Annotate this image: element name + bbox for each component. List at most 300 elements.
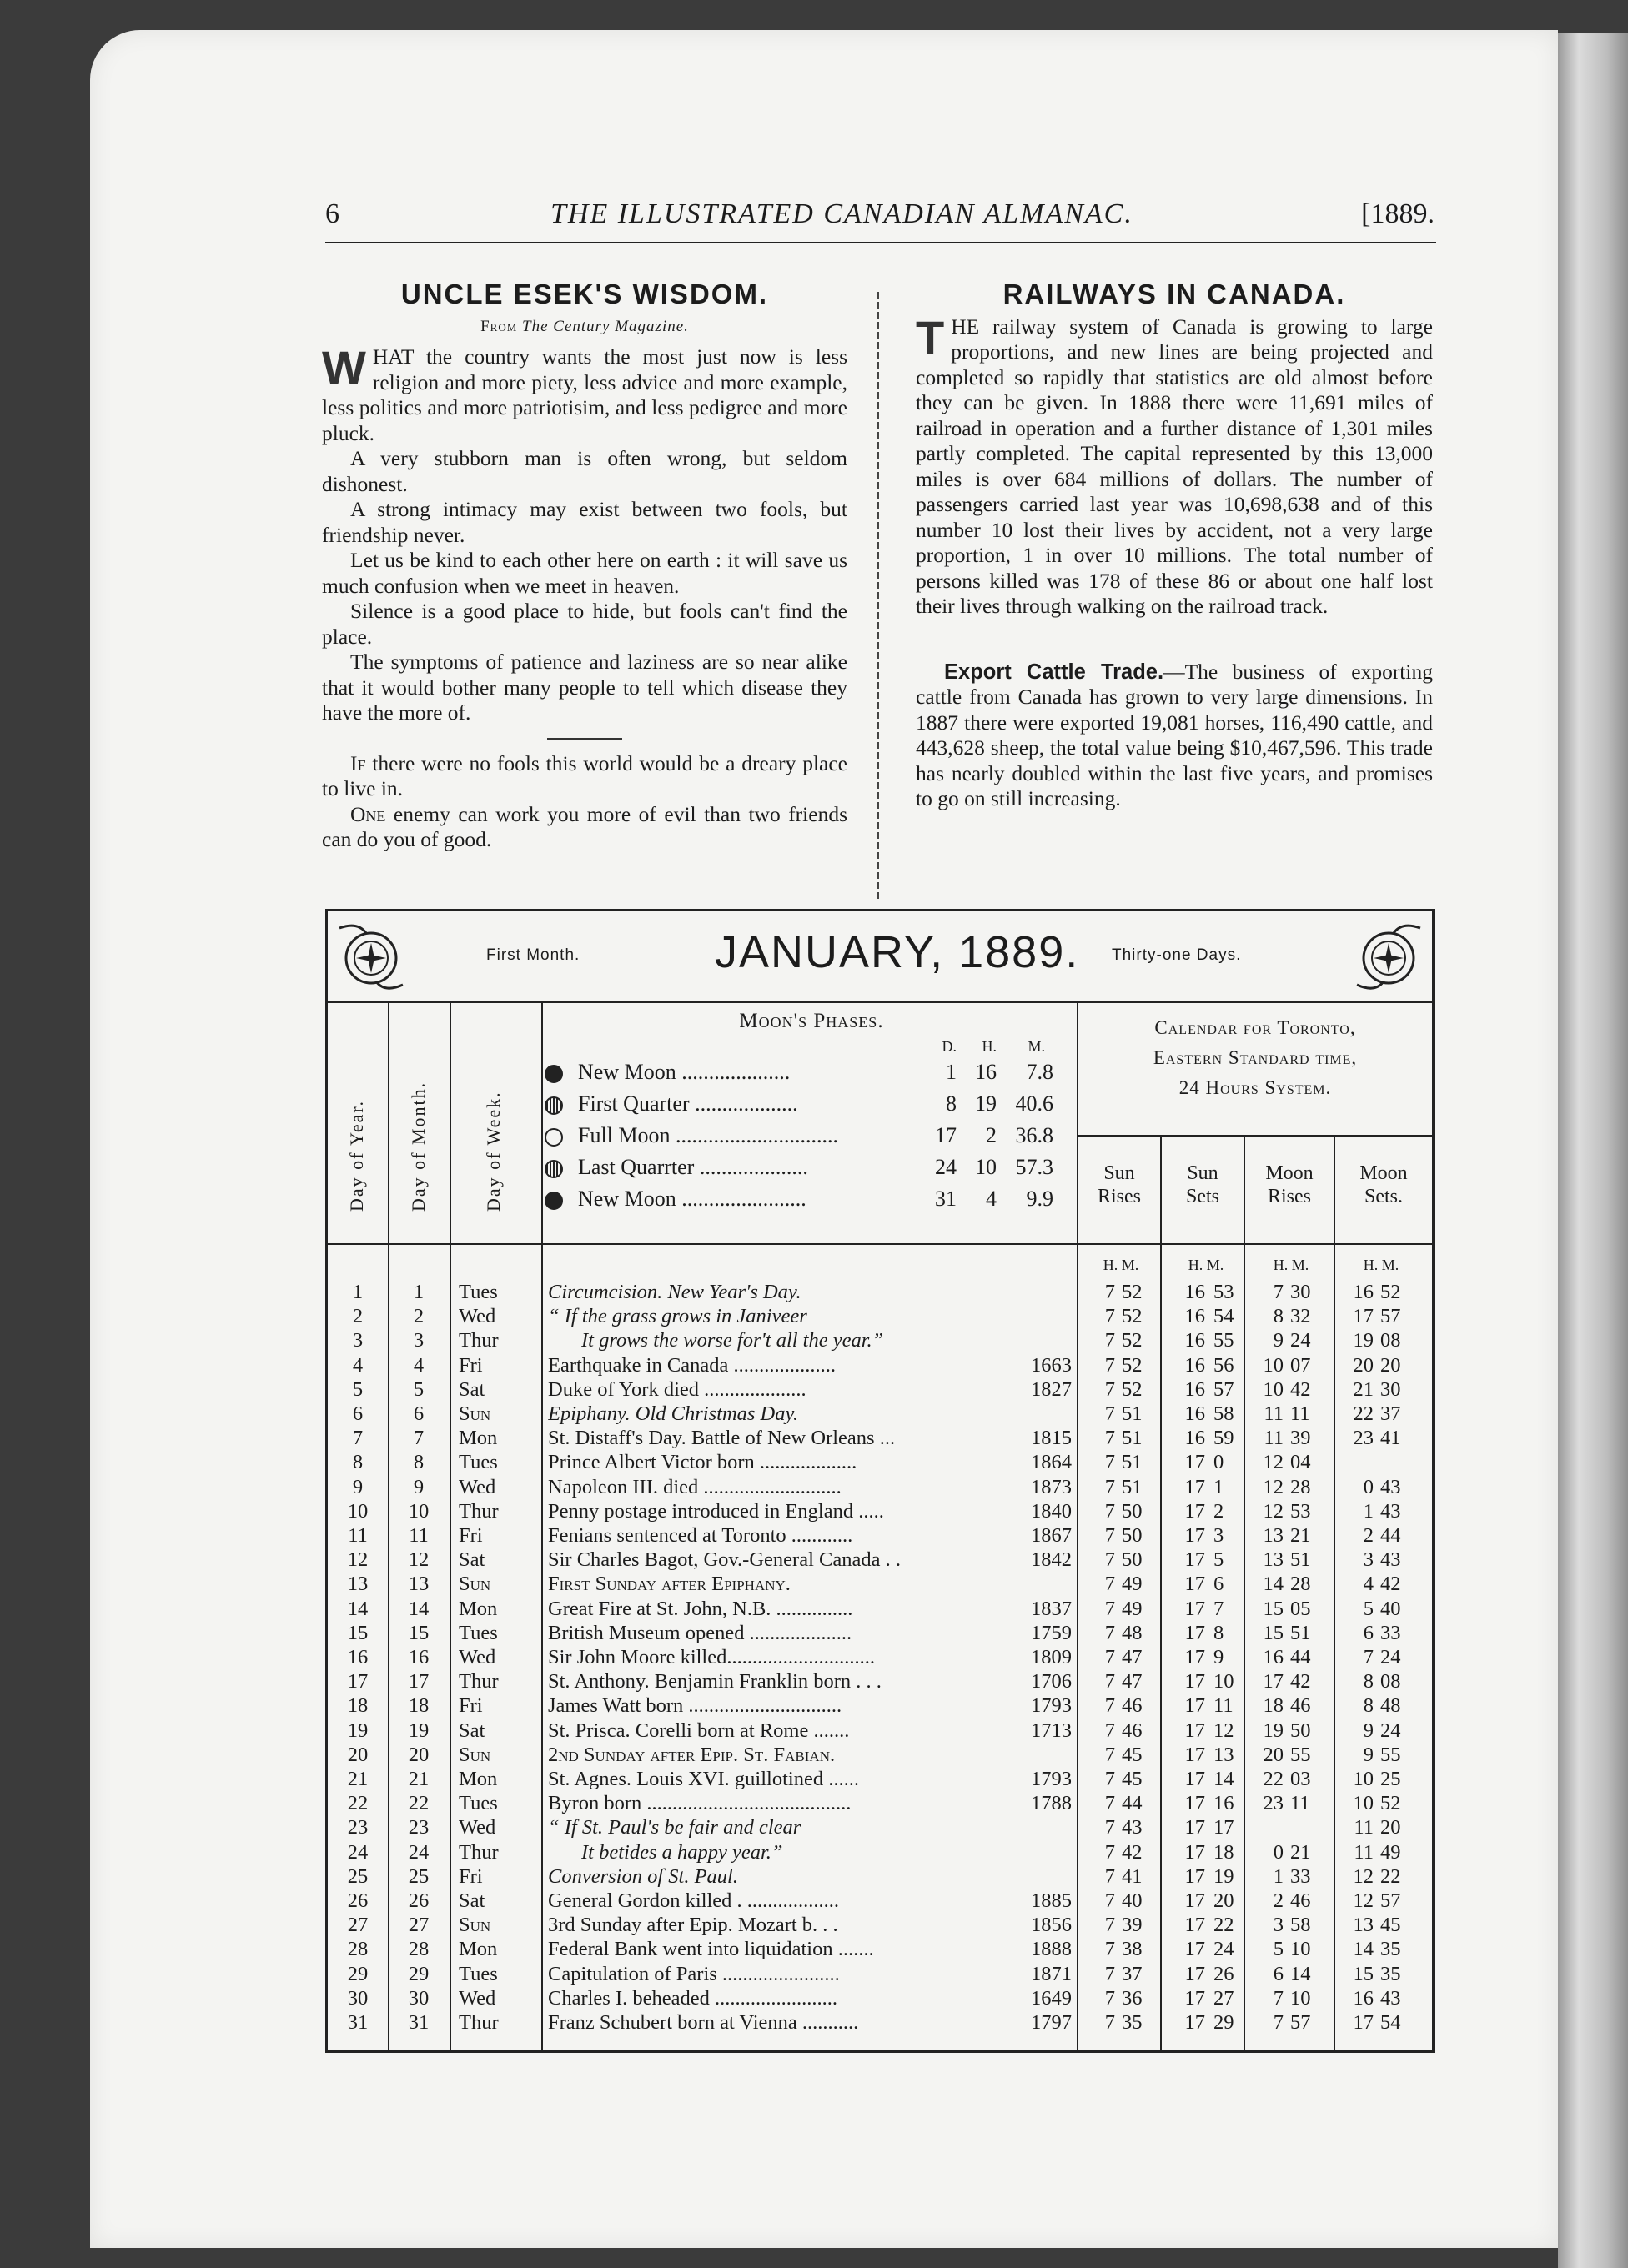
- day-of-year: 6: [352, 1402, 364, 1425]
- moon-sets-hour: 12: [1353, 1864, 1374, 1888]
- day-of-year: 15: [347, 1621, 369, 1644]
- left-paragraph: If there were no fools this world would be a dreary place to live in.: [322, 750, 847, 800]
- left-paragraph: One enemy can work you more of evil than two friends can do you of good.: [322, 801, 848, 851]
- moon-rises-hour: 7: [1273, 1986, 1284, 2010]
- event-year: 1663: [1031, 1353, 1072, 1377]
- moon-rises-minute: 55: [1290, 1743, 1311, 1766]
- sun-sets-minute: 2: [1213, 1499, 1224, 1523]
- day-of-week: Wed: [459, 1986, 496, 2010]
- moon-sets-minute: 20: [1380, 1353, 1401, 1377]
- event-text: Conversion of St. Paul.: [548, 1864, 738, 1888]
- event-text: General Gordon killed . ..................: [548, 1889, 840, 1912]
- moon-sets-hour: 13: [1353, 1914, 1374, 1937]
- sun-sets-hour: 16: [1184, 1329, 1205, 1352]
- left-paragraph: The symptoms of patience and laziness are so near alike that it would bother many people to tell which disease they have the more of.: [322, 650, 847, 725]
- moon-phase-h: 10: [962, 1155, 997, 1180]
- moon-phase-name: New Moon ....................: [578, 1060, 791, 1084]
- table-row: [328, 1962, 1432, 1986]
- day-of-week: Wed: [459, 1816, 496, 1839]
- sun-rises-hour: 7: [1104, 1402, 1115, 1425]
- event-year: 1871: [1031, 1962, 1072, 1985]
- moon-rises-minute: 44: [1290, 1646, 1311, 1668]
- event-year: 1856: [1031, 1914, 1072, 1937]
- day-of-year: 25: [347, 1864, 369, 1888]
- table-row: [328, 1913, 1432, 1937]
- moon-phase-m: 57.3: [1008, 1155, 1053, 1180]
- table-row: [328, 1475, 1432, 1499]
- event-text: Prince Albert Victor born ...................: [548, 1451, 857, 1474]
- day-of-month: 6: [413, 1402, 425, 1425]
- sun-sets-hour: 17: [1184, 1670, 1205, 1693]
- event-text: Great Fire at St. John, N.B. ...............: [548, 1597, 853, 1620]
- sun-rises-minute: 35: [1122, 2011, 1143, 2034]
- sun-rises-minute: 50: [1122, 1524, 1143, 1547]
- day-of-year: 26: [347, 1889, 369, 1912]
- day-of-year: 17: [347, 1670, 369, 1693]
- sun-rises-hour: 7: [1104, 1768, 1115, 1790]
- day-of-week: Thur: [459, 1840, 499, 1864]
- header-moon-rises: Moon Rises: [1265, 1162, 1314, 1207]
- sun-sets-hour: 17: [1184, 1548, 1205, 1572]
- moon-sets-minute: 57: [1380, 1889, 1401, 1912]
- moon-phase-name: Last Quarrter ....................: [578, 1155, 808, 1179]
- event-year: 1864: [1031, 1451, 1072, 1474]
- sun-rises-minute: 52: [1122, 1329, 1143, 1352]
- day-of-week: Tues: [459, 1451, 498, 1474]
- day-of-month: 18: [408, 1694, 430, 1718]
- sun-sets-hour: 17: [1184, 2011, 1205, 2034]
- event-text: St. Prisca. Corelli born at Rome .......: [548, 1719, 850, 1742]
- moon-rises-hour: 9: [1273, 1329, 1284, 1352]
- sun-sets-hour: 17: [1184, 1914, 1205, 1937]
- sun-sets-minute: 14: [1213, 1768, 1234, 1790]
- sun-rises-minute: 46: [1122, 1694, 1143, 1718]
- table-row: [328, 1791, 1432, 1815]
- day-of-week: Tues: [459, 1621, 498, 1644]
- table-row: [328, 1621, 1432, 1645]
- page-title: THE ILLUSTRATED CANADIAN ALMANAC.: [550, 198, 1133, 229]
- sun-rises-hour: 7: [1104, 1719, 1115, 1742]
- sun-sets-hour: 17: [1184, 1621, 1205, 1644]
- moon-sets-hour: 17: [1353, 1305, 1374, 1328]
- moon-sets-minute: 55: [1380, 1743, 1401, 1766]
- moon-phase-row: [545, 1121, 1078, 1153]
- sun-rises-minute: 43: [1122, 1816, 1143, 1839]
- first-month-label: First Month.: [486, 946, 580, 964]
- event-text: Federal Bank went into liquidation .......: [548, 1938, 874, 1961]
- moon-sets-minute: 45: [1380, 1914, 1401, 1937]
- moon-sets-hour: 1: [1363, 1499, 1374, 1523]
- moon-sets-hour: 23: [1353, 1427, 1374, 1450]
- moon-rises-hour: 10: [1263, 1353, 1284, 1377]
- day-of-year: 9: [352, 1475, 364, 1498]
- moon-sets-minute: 48: [1380, 1694, 1401, 1718]
- event-text: “ If the grass grows in Janiveer: [548, 1305, 807, 1328]
- day-of-month: 5: [413, 1377, 425, 1401]
- moon-sets-hour: 9: [1363, 1719, 1374, 1742]
- sun-rises-minute: 48: [1122, 1621, 1143, 1644]
- day-of-week: Sat: [459, 1377, 485, 1401]
- moon-sets-hour: 10: [1353, 1768, 1374, 1790]
- table-row: [328, 1304, 1432, 1328]
- moon-sets-hour: 11: [1354, 1816, 1374, 1839]
- table-row: [328, 1719, 1432, 1743]
- event-year: 1815: [1031, 1427, 1072, 1450]
- moon-rises-minute: 04: [1290, 1451, 1311, 1474]
- moon-rises-hour: 13: [1263, 1524, 1284, 1547]
- moon-phase-name: First Quarter ...................: [578, 1091, 798, 1116]
- day-of-year: 23: [347, 1816, 369, 1839]
- sun-sets-hour: 16: [1184, 1305, 1205, 1328]
- sun-sets-minute: 56: [1213, 1353, 1234, 1377]
- table-row: [328, 1499, 1432, 1523]
- sun-rises-hour: 7: [1104, 1816, 1115, 1839]
- page-year: [1889.: [1361, 198, 1435, 229]
- sun-rises-hour: 7: [1104, 1938, 1115, 1961]
- moon-rises-hour: 1: [1273, 1864, 1284, 1888]
- left-article: [322, 278, 848, 853]
- moon-rises-hour: 8: [1273, 1305, 1284, 1328]
- day-of-year: 18: [347, 1694, 369, 1718]
- table-row: [328, 1328, 1432, 1352]
- moon-units-row: D. H. M.: [942, 1038, 1045, 1055]
- day-of-month: 17: [408, 1670, 430, 1693]
- moon-rises-minute: 05: [1290, 1597, 1311, 1620]
- moon-sets-minute: 08: [1380, 1670, 1401, 1693]
- railways-text: THE railway system of Canada is growing to large proportions, and new lines are being projected and completed so rapidly that statistics are old almost before they can be given. In 1888 there were 11,691 miles of railroad in operation and a further distance of 1,301 miles partly completed. The capital represented by this 13,000 miles is over 684 millions of dollars. The number of passengers carried last year was 10,698,638 and of this number 10 lost their lives by accident, not a very large proportion, 1 in over 10 millions. The total number of persons killed was 178 of these 86 or about one half lost their lives through walking on the railroad track.: [916, 310, 1433, 618]
- moon-sets-hour: 19: [1353, 1329, 1374, 1352]
- event-year: 1827: [1031, 1377, 1072, 1401]
- event-year: 1809: [1031, 1646, 1072, 1668]
- moon-sets-hour: 16: [1353, 1986, 1374, 2010]
- sun-rises-hour: 7: [1104, 1914, 1115, 1937]
- moon-sets-minute: 43: [1380, 1548, 1401, 1572]
- sun-sets-hour: 16: [1184, 1353, 1205, 1377]
- day-of-week: Wed: [459, 1305, 496, 1328]
- day-of-year: 11: [348, 1524, 368, 1547]
- moon-rises-hour: 23: [1263, 1792, 1284, 1815]
- sun-sets-hour: 17: [1184, 1743, 1205, 1766]
- moon-rises-hour: 12: [1263, 1499, 1284, 1523]
- moon-sets-hour: 7: [1363, 1646, 1374, 1668]
- moon-phase-m: 36.8: [1008, 1123, 1053, 1148]
- event-year: 1873: [1031, 1475, 1072, 1498]
- sun-sets-hour: 16: [1184, 1402, 1205, 1425]
- moon-sets-minute: 24: [1380, 1719, 1401, 1742]
- moon-phase-m: 9.9: [1008, 1187, 1053, 1212]
- moon-sets-minute: 42: [1380, 1573, 1401, 1596]
- event-text: St. Anthony. Benjamin Franklin born . . .: [548, 1670, 882, 1693]
- day-of-week: Sun: [459, 1402, 491, 1425]
- header-day-of-year: Day of Year.: [346, 1100, 367, 1212]
- table-row: [328, 1377, 1432, 1402]
- moon-rises-minute: 10: [1290, 1938, 1311, 1961]
- export-cattle-paragraph: Export Cattle Trade.—The business of exporting cattle from Canada has grown to very large dimensions. In 1887 there were exported 19,081 horses, 116,490 cattle, and 443,628 sheep, the total value being $10,467,596. This trade has nearly doubled within the last five years, and promises to go on still increasing.: [916, 659, 1433, 810]
- table-row: [328, 1426, 1432, 1450]
- day-of-year: 28: [347, 1938, 369, 1961]
- moon-sets-hour: 10: [1353, 1792, 1374, 1815]
- moon-sets-hour: 6: [1363, 1621, 1374, 1644]
- sun-sets-hour: 17: [1184, 1451, 1205, 1474]
- day-of-week: Wed: [459, 1646, 496, 1668]
- moon-rises-hour: 14: [1263, 1573, 1284, 1596]
- moon-phase-d: 17: [923, 1123, 957, 1148]
- day-of-month: 31: [408, 2011, 430, 2034]
- moon-rises-hour: 2: [1273, 1889, 1284, 1912]
- moon-sets-minute: 43: [1380, 1986, 1401, 2010]
- event-text: Napoleon III. died ...........................: [548, 1475, 842, 1498]
- left-article-title: UNCLE ESEK'S WISDOM.: [400, 278, 769, 309]
- moon-rises-hour: 0: [1273, 1840, 1284, 1864]
- table-row: [328, 2010, 1432, 2035]
- event-text: First Sunday after Epiphany.: [548, 1573, 791, 1596]
- day-of-week: Tues: [459, 1281, 498, 1303]
- day-of-year: 5: [352, 1377, 364, 1401]
- hm-unit-label: H. M.: [1273, 1257, 1309, 1273]
- event-text: It grows the worse for't all the year.”: [581, 1329, 884, 1352]
- event-text: 2nd Sunday after Epip. St. Fabian.: [548, 1743, 836, 1766]
- day-of-year: 31: [347, 2011, 369, 2034]
- sun-rises-minute: 50: [1122, 1499, 1143, 1523]
- hm-units-row: [328, 1253, 1432, 1277]
- day-of-month: 9: [413, 1475, 425, 1498]
- day-of-week: Tues: [459, 1962, 498, 1985]
- calendar-title: JANUARY, 1889.: [715, 927, 1080, 977]
- day-of-week: Mon: [459, 1768, 498, 1790]
- sun-sets-minute: 18: [1213, 1840, 1234, 1864]
- left-article-byline: From The Century Magazine.: [480, 317, 689, 335]
- day-of-year: 4: [352, 1353, 364, 1377]
- sun-rises-minute: 37: [1122, 1962, 1143, 1985]
- sun-sets-minute: 26: [1213, 1962, 1234, 1985]
- sun-rises-hour: 7: [1104, 1281, 1115, 1303]
- sun-rises-hour: 7: [1104, 1694, 1115, 1718]
- day-of-month: 24: [408, 1840, 430, 1864]
- sun-sets-hour: 17: [1184, 1840, 1205, 1864]
- moon-rises-hour: 19: [1263, 1719, 1284, 1742]
- calendar-header: [328, 911, 1432, 1003]
- sun-sets-hour: 17: [1184, 1864, 1205, 1888]
- sun-sets-minute: 53: [1213, 1281, 1234, 1303]
- day-of-month: 23: [408, 1816, 430, 1839]
- event-text: Duke of York died ....................: [548, 1377, 806, 1401]
- sun-rises-minute: 51: [1122, 1402, 1143, 1425]
- day-of-week: Wed: [459, 1475, 496, 1498]
- sun-sets-minute: 22: [1213, 1914, 1234, 1937]
- sun-sets-hour: 17: [1184, 1719, 1205, 1742]
- table-row: [328, 1743, 1432, 1767]
- left-paragraph: Let us be kind to each other here on earth : it will save us much confusion when we meet in heaven.: [322, 548, 847, 598]
- event-text: Earthquake in Canada ....................: [548, 1353, 836, 1377]
- event-year: 1713: [1031, 1719, 1072, 1742]
- moon-phase-row: [545, 1185, 1078, 1217]
- moon-rises-minute: 30: [1290, 1281, 1311, 1303]
- event-year: 1706: [1031, 1670, 1072, 1693]
- event-text: British Museum opened ....................: [548, 1621, 852, 1644]
- sun-rises-minute: 44: [1122, 1792, 1143, 1815]
- event-text: Epiphany. Old Christmas Day.: [548, 1402, 799, 1425]
- sun-sets-hour: 17: [1184, 1573, 1205, 1596]
- moon-rises-minute: 57: [1290, 2011, 1311, 2034]
- sun-rises-hour: 7: [1104, 1646, 1115, 1668]
- moon-rises-minute: 51: [1290, 1621, 1311, 1644]
- event-text: It betides a happy year.”: [581, 1840, 783, 1864]
- table-row: [328, 1669, 1432, 1693]
- sun-rises-minute: 45: [1122, 1743, 1143, 1766]
- sun-rises-minute: 51: [1122, 1427, 1143, 1450]
- moon-phase-h: 16: [962, 1060, 997, 1085]
- day-of-week: Mon: [459, 1597, 498, 1620]
- moon-rises-hour: 20: [1263, 1743, 1284, 1766]
- moon-rises-hour: 12: [1263, 1451, 1284, 1474]
- sun-rises-minute: 50: [1122, 1548, 1143, 1572]
- page-header: [325, 198, 1435, 237]
- day-of-week: Fri: [459, 1524, 483, 1547]
- moon-rises-minute: 53: [1290, 1499, 1311, 1523]
- day-of-year: 12: [347, 1548, 369, 1572]
- page-edge: [1558, 33, 1628, 2268]
- moon-rises-hour: 7: [1273, 1281, 1284, 1303]
- moon-sets-hour: 5: [1363, 1597, 1374, 1620]
- event-text: Charles I. beheaded ........................: [548, 1986, 837, 2010]
- moon-rises-minute: 51: [1290, 1548, 1311, 1572]
- moon-sets-minute: 35: [1380, 1938, 1401, 1961]
- moon-rises-minute: 24: [1290, 1329, 1311, 1352]
- day-of-week: Sun: [459, 1743, 491, 1766]
- sun-rises-hour: 7: [1104, 1743, 1115, 1766]
- sun-sets-hour: 16: [1184, 1427, 1205, 1450]
- day-of-year: 16: [347, 1646, 369, 1668]
- moon-rises-hour: 12: [1263, 1475, 1284, 1498]
- moon-phase-row: [545, 1090, 1078, 1121]
- right-article-title: RAILWAYS IN CANADA.: [1002, 278, 1346, 309]
- table-header-rule: [328, 1243, 1432, 1245]
- sun-rises-hour: 7: [1104, 1475, 1115, 1498]
- sun-sets-hour: 17: [1184, 1889, 1205, 1912]
- day-of-month: 16: [408, 1646, 430, 1668]
- sun-sets-minute: 5: [1213, 1548, 1224, 1572]
- moon-rises-minute: 07: [1290, 1353, 1311, 1377]
- sun-sets-hour: 17: [1184, 1597, 1205, 1620]
- moon-phase-d: 8: [923, 1091, 957, 1116]
- sun-rises-hour: 7: [1104, 1840, 1115, 1864]
- event-text: James Watt born ..............................: [548, 1694, 842, 1718]
- moon-rises-hour: 16: [1263, 1646, 1284, 1668]
- moon-sets-hour: 22: [1353, 1402, 1374, 1425]
- table-row: [328, 1280, 1432, 1304]
- moon-rises-minute: 50: [1290, 1719, 1311, 1742]
- left-article-lead: WHAT the country wants the most just now is less religion and more piety, less advice and more example, less politics and more patriotisim, and less pedigree and more pluck.: [322, 341, 847, 445]
- moon-rises-hour: 15: [1263, 1597, 1284, 1620]
- sun-rises-minute: 49: [1122, 1597, 1143, 1620]
- event-text: Sir John Moore killed.............................: [548, 1646, 875, 1668]
- moon-rises-minute: 21: [1290, 1840, 1311, 1864]
- moon-phase-m: 40.6: [1008, 1091, 1053, 1116]
- sun-sets-minute: 10: [1213, 1670, 1234, 1693]
- left-paragraph: Silence is a good place to hide, but fools can't find the place.: [322, 599, 847, 649]
- day-of-month: 2: [413, 1305, 425, 1328]
- drop-cap-w: W: [322, 341, 366, 394]
- sun-sets-minute: 11: [1213, 1694, 1234, 1718]
- new-moon-icon: [545, 1192, 563, 1210]
- day-of-week: Thur: [459, 1670, 499, 1693]
- moon-sets-minute: 41: [1380, 1427, 1401, 1450]
- moon-phase-row: [545, 1058, 1078, 1090]
- day-of-week: Sat: [459, 1719, 485, 1742]
- moon-rises-minute: 11: [1290, 1402, 1310, 1425]
- sun-rises-minute: 52: [1122, 1305, 1143, 1328]
- sun-rises-minute: 36: [1122, 1986, 1143, 2010]
- sun-sets-minute: 13: [1213, 1743, 1234, 1766]
- sun-sets-minute: 0: [1213, 1451, 1224, 1474]
- sun-sets-hour: 16: [1184, 1377, 1205, 1401]
- table-row: [328, 1402, 1432, 1426]
- table-row: [328, 1937, 1432, 1961]
- sun-sets-minute: 1: [1213, 1475, 1224, 1498]
- short-divider: [547, 738, 622, 740]
- day-of-month: 3: [413, 1329, 425, 1352]
- moon-rises-minute: 58: [1290, 1914, 1311, 1937]
- event-year: 1759: [1031, 1621, 1072, 1644]
- table-row: [328, 1889, 1432, 1913]
- sun-sets-minute: 6: [1213, 1573, 1224, 1596]
- sun-rises-hour: 7: [1104, 1524, 1115, 1547]
- calendar-table: [325, 909, 1435, 2053]
- moon-rises-hour: 6: [1273, 1962, 1284, 1985]
- day-of-week: Sun: [459, 1573, 491, 1596]
- sun-rises-hour: 7: [1104, 1986, 1115, 2010]
- sun-rises-minute: 45: [1122, 1768, 1143, 1790]
- event-year: 1788: [1031, 1792, 1072, 1815]
- new-moon-icon: [545, 1065, 563, 1083]
- day-of-month: 20: [408, 1743, 430, 1766]
- day-of-year: 22: [347, 1792, 369, 1815]
- day-of-year: 27: [347, 1914, 369, 1937]
- full-moon-icon: [545, 1128, 563, 1147]
- moon-sets-hour: 2: [1363, 1524, 1374, 1547]
- header-rule: [325, 242, 1436, 243]
- moon-phase-d: 24: [923, 1155, 957, 1180]
- header-sun-sets: Sun Sets: [1185, 1162, 1219, 1207]
- moon-rises-hour: 18: [1263, 1694, 1284, 1718]
- day-of-month: 26: [408, 1889, 430, 1912]
- event-year: 1888: [1031, 1938, 1072, 1961]
- day-of-week: Thur: [459, 2011, 499, 2034]
- sun-sets-minute: 19: [1213, 1864, 1234, 1888]
- moon-sets-hour: 9: [1363, 1743, 1374, 1766]
- left-paragraph: A very stubborn man is often wrong, but seldom dishonest.: [322, 446, 847, 496]
- moon-sets-hour: 0: [1363, 1475, 1374, 1498]
- table-row: [328, 1693, 1432, 1718]
- sun-rises-hour: 7: [1104, 1597, 1115, 1620]
- sun-rises-hour: 7: [1104, 1889, 1115, 1912]
- table-row: [328, 1597, 1432, 1621]
- day-of-week: Sat: [459, 1548, 485, 1572]
- moon-rises-hour: 17: [1263, 1670, 1284, 1693]
- day-of-month: 7: [413, 1427, 425, 1450]
- moon-sets-minute: 44: [1380, 1524, 1401, 1547]
- day-of-month: 27: [408, 1914, 430, 1937]
- sun-sets-hour: 17: [1184, 1816, 1205, 1839]
- day-of-year: 8: [352, 1451, 364, 1474]
- moon-phase-h: 2: [962, 1123, 997, 1148]
- sun-rises-hour: 7: [1104, 1451, 1115, 1474]
- sun-rises-minute: 52: [1122, 1281, 1143, 1303]
- moon-rises-minute: 46: [1290, 1889, 1311, 1912]
- moon-sets-hour: 15: [1353, 1962, 1374, 1985]
- day-of-month: 30: [408, 1986, 430, 2010]
- moon-sets-hour: 8: [1363, 1670, 1374, 1693]
